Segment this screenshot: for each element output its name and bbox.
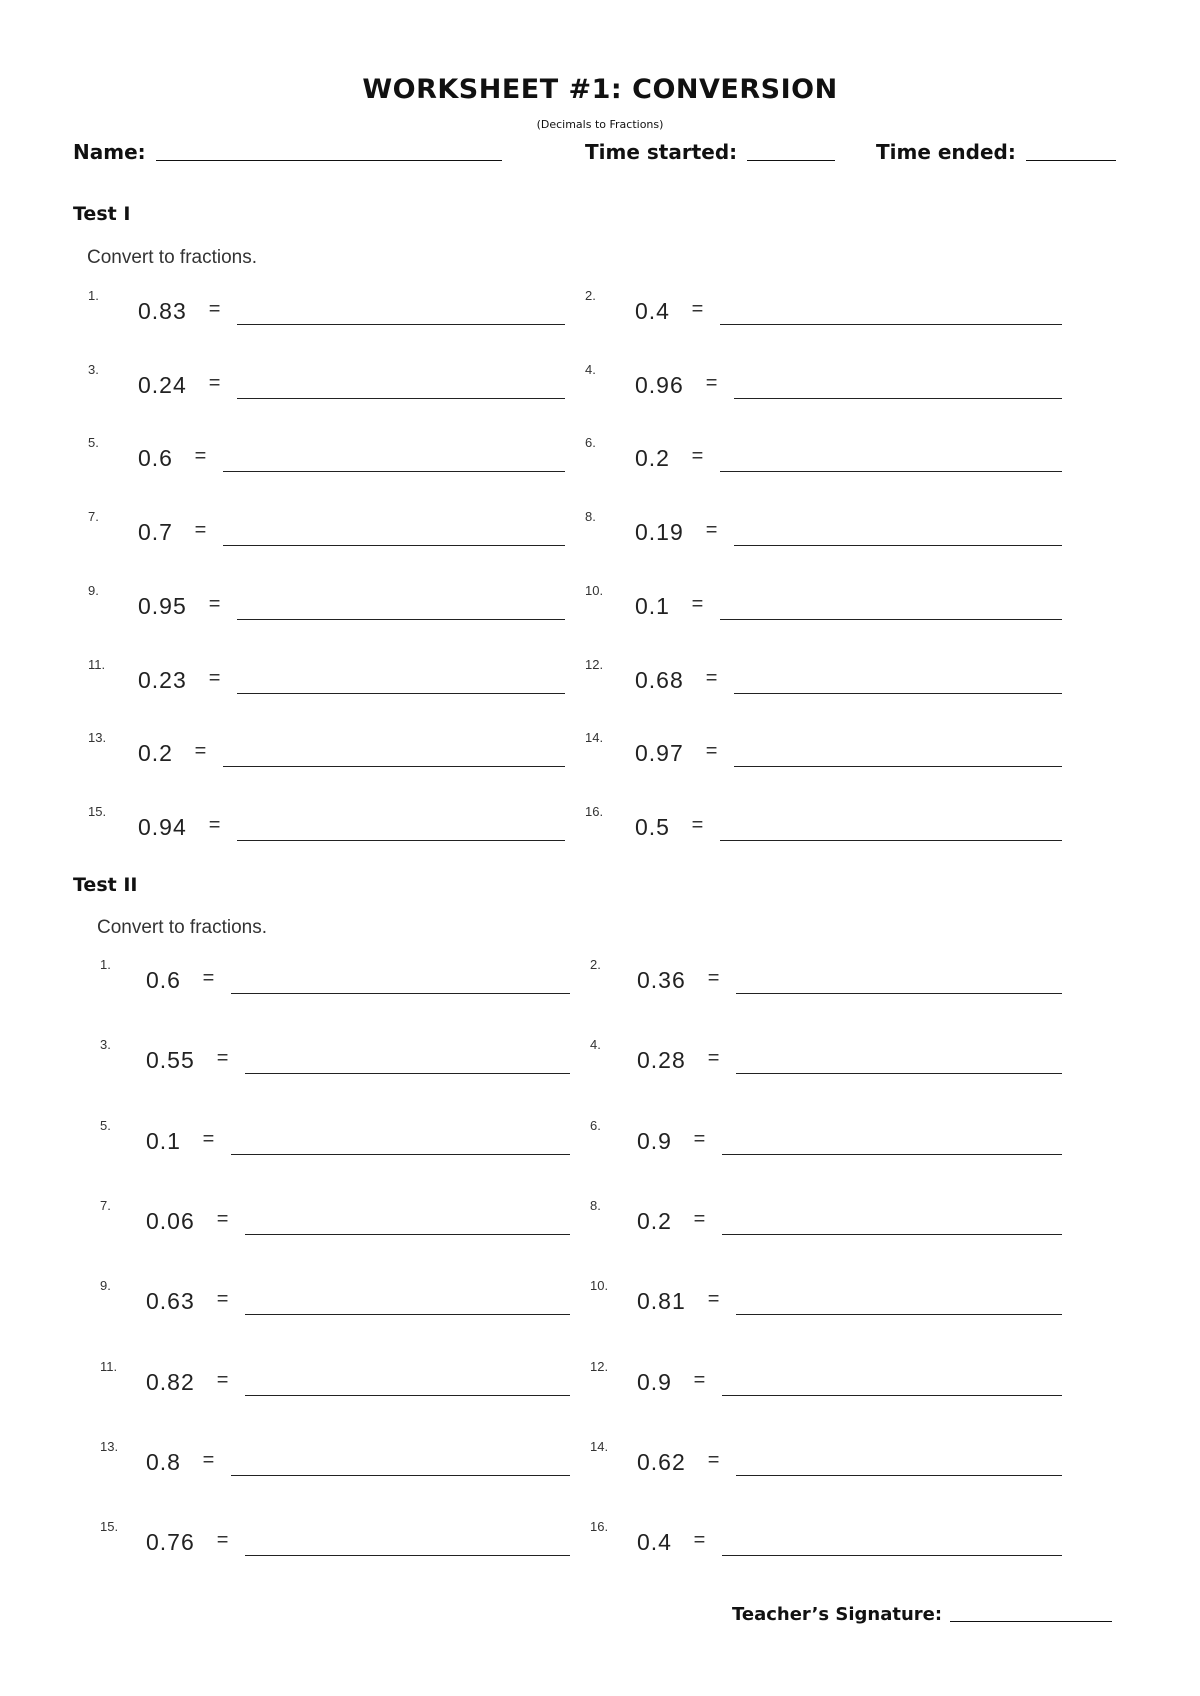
equals-sign: = [707, 1288, 720, 1311]
answer-blank[interactable] [720, 840, 1062, 841]
answer-blank[interactable] [231, 993, 570, 994]
question-number: 14. [585, 730, 604, 746]
question-item [100, 1359, 570, 1399]
question-item [585, 362, 1062, 402]
answer-blank[interactable] [223, 545, 565, 546]
equals-sign: = [216, 1288, 229, 1311]
question-number: 15. [100, 1519, 119, 1535]
question-number: 13. [100, 1438, 119, 1454]
answer-blank[interactable] [736, 993, 1062, 994]
question-item [88, 730, 565, 770]
decimal-value: 0.9 [637, 1127, 672, 1154]
answer-blank[interactable] [245, 1234, 570, 1235]
worksheet-title: WORKSHEET #1: CONVERSION [362, 74, 838, 105]
equals-sign: = [707, 1448, 720, 1471]
equals-sign: = [202, 1448, 215, 1471]
answer-blank[interactable] [237, 840, 565, 841]
equals-sign: = [693, 1368, 706, 1391]
question-item [100, 1519, 570, 1559]
decimal-value: 0.23 [138, 666, 187, 693]
question-number: 16. [590, 1519, 609, 1535]
decimal-value: 0.63 [146, 1288, 195, 1315]
question-item [590, 1118, 1062, 1158]
decimal-value: 0.24 [138, 371, 187, 398]
decimal-value: 0.94 [138, 813, 187, 840]
equals-sign: = [194, 519, 207, 542]
time-ended-blank[interactable] [1026, 159, 1116, 161]
question-number: 12. [585, 656, 604, 672]
question-item [88, 657, 565, 697]
decimal-value: 0.2 [635, 445, 670, 472]
time-ended-label: Time ended: [876, 140, 1016, 164]
question-number: 2. [590, 957, 601, 972]
question-number: 3. [100, 1037, 111, 1053]
equals-sign: = [202, 967, 215, 989]
decimal-value: 0.4 [637, 1529, 672, 1556]
decimal-value: 0.76 [146, 1529, 195, 1556]
question-item [585, 804, 1062, 844]
name-blank[interactable] [156, 159, 502, 161]
answer-blank[interactable] [231, 1475, 570, 1476]
question-number: 7. [88, 509, 99, 525]
equals-sign: = [693, 1207, 706, 1230]
test-2-title: Test II [73, 874, 138, 896]
decimal-value: 0.2 [138, 740, 173, 767]
answer-blank[interactable] [722, 1154, 1062, 1155]
equals-sign: = [707, 1047, 720, 1070]
equals-sign: = [691, 298, 704, 320]
question-number: 7. [100, 1197, 111, 1213]
decimal-value: 0.97 [635, 740, 684, 767]
time-started-field [585, 140, 835, 164]
decimal-value: 0.9 [637, 1368, 672, 1395]
teacher-signature-blank[interactable] [950, 1620, 1112, 1622]
answer-blank[interactable] [245, 1395, 570, 1396]
question-item [590, 1278, 1062, 1318]
question-number: 10. [585, 582, 604, 598]
equals-sign: = [691, 813, 704, 836]
answer-blank[interactable] [237, 693, 565, 694]
test-1-instruction: Convert to fractions. [87, 247, 258, 268]
answer-blank[interactable] [237, 619, 565, 620]
answer-blank[interactable] [223, 766, 565, 767]
question-number: 4. [590, 1037, 601, 1053]
decimal-value: 0.6 [146, 967, 181, 993]
decimal-value: 0.55 [146, 1047, 195, 1074]
answer-blank[interactable] [736, 1073, 1062, 1074]
question-number: 5. [100, 1117, 111, 1133]
decimal-value: 0.81 [637, 1288, 686, 1315]
question-item [585, 657, 1062, 697]
answer-blank[interactable] [722, 1555, 1062, 1556]
decimal-value: 0.19 [635, 519, 684, 546]
time-started-blank[interactable] [747, 159, 835, 161]
decimal-value: 0.8 [146, 1448, 181, 1475]
question-item [590, 1439, 1062, 1479]
answer-blank[interactable] [720, 471, 1062, 472]
time-ended-field [876, 140, 1116, 164]
question-number: 3. [88, 361, 99, 377]
equals-sign: = [216, 1207, 229, 1230]
equals-sign: = [707, 967, 720, 989]
question-number: 9. [88, 582, 99, 598]
equals-sign: = [208, 371, 221, 394]
question-item [590, 1359, 1062, 1399]
decimal-value: 0.28 [637, 1047, 686, 1074]
decimal-value: 0.6 [138, 445, 173, 472]
question-item [590, 957, 1062, 997]
answer-blank[interactable] [720, 324, 1062, 325]
decimal-value: 0.5 [635, 813, 670, 840]
question-number: 6. [585, 435, 596, 451]
answer-blank[interactable] [736, 1314, 1062, 1315]
answer-blank[interactable] [245, 1314, 570, 1315]
answer-blank[interactable] [734, 693, 1062, 694]
answer-blank[interactable] [734, 766, 1062, 767]
decimal-value: 0.06 [146, 1207, 195, 1234]
question-number: 8. [590, 1197, 601, 1213]
question-number: 13. [88, 730, 107, 746]
question-item [590, 1198, 1062, 1238]
decimal-value: 0.95 [138, 592, 187, 619]
equals-sign: = [691, 592, 704, 615]
equals-sign: = [208, 813, 221, 836]
test-2-instruction: Convert to fractions. [97, 917, 268, 938]
question-number: 9. [100, 1278, 111, 1294]
question-item [585, 583, 1062, 623]
equals-sign: = [705, 519, 718, 542]
question-number: 5. [88, 435, 99, 451]
answer-blank[interactable] [720, 619, 1062, 620]
question-number: 11. [88, 656, 106, 672]
equals-sign: = [194, 445, 207, 468]
teacher-signature-field [732, 1604, 1112, 1625]
equals-sign: = [216, 1047, 229, 1070]
question-item [585, 509, 1062, 549]
worksheet-subtitle: (Decimals to Fractions) [536, 118, 664, 131]
equals-sign: = [691, 445, 704, 468]
decimal-value: 0.7 [138, 519, 173, 546]
question-item [590, 1519, 1062, 1559]
question-item [100, 1278, 570, 1318]
question-number: 8. [585, 509, 596, 525]
equals-sign: = [208, 298, 221, 320]
decimal-value: 0.68 [635, 666, 684, 693]
teacher-signature-label: Teacher’s Signature: [732, 1604, 943, 1625]
question-item [585, 288, 1062, 328]
question-number: 15. [88, 803, 107, 819]
question-number: 16. [585, 803, 604, 819]
decimal-value: 0.82 [146, 1368, 195, 1395]
equals-sign: = [705, 740, 718, 763]
decimal-value: 0.1 [146, 1127, 181, 1154]
question-number: 4. [585, 361, 596, 377]
equals-sign: = [208, 592, 221, 615]
question-item [100, 1037, 570, 1077]
decimal-value: 0.4 [635, 298, 670, 324]
time-started-label: Time started: [585, 140, 738, 164]
equals-sign: = [705, 371, 718, 394]
answer-blank[interactable] [231, 1154, 570, 1155]
question-item [88, 583, 565, 623]
question-item [88, 804, 565, 844]
question-item [88, 509, 565, 549]
question-item [88, 288, 565, 328]
question-number: 12. [590, 1358, 609, 1374]
decimal-value: 0.36 [637, 967, 686, 993]
question-item [100, 1439, 570, 1479]
answer-blank[interactable] [237, 324, 565, 325]
decimal-value: 0.62 [637, 1448, 686, 1475]
answer-blank[interactable] [734, 398, 1062, 399]
decimal-value: 0.1 [635, 592, 670, 619]
question-item [590, 1037, 1062, 1077]
question-item [100, 1198, 570, 1238]
question-item [88, 362, 565, 402]
question-number: 14. [590, 1438, 609, 1454]
question-number: 1. [88, 288, 99, 303]
question-number: 1. [100, 957, 111, 972]
question-number: 10. [590, 1278, 609, 1294]
question-item [100, 957, 570, 997]
decimal-value: 0.96 [635, 371, 684, 398]
question-item [585, 730, 1062, 770]
question-number: 11. [100, 1358, 118, 1374]
equals-sign: = [693, 1127, 706, 1150]
name-label: Name: [73, 140, 146, 164]
question-number: 6. [590, 1117, 601, 1133]
decimal-value: 0.2 [637, 1207, 672, 1234]
name-field [73, 140, 502, 164]
equals-sign: = [705, 666, 718, 689]
question-item [585, 435, 1062, 475]
answer-blank[interactable] [722, 1395, 1062, 1396]
decimal-value: 0.83 [138, 298, 187, 324]
question-item [100, 1118, 570, 1158]
question-item [88, 435, 565, 475]
equals-sign: = [194, 740, 207, 763]
equals-sign: = [216, 1368, 229, 1391]
question-number: 2. [585, 288, 596, 303]
answer-blank[interactable] [223, 471, 565, 472]
test-1-title: Test I [73, 203, 131, 225]
equals-sign: = [216, 1529, 229, 1552]
answer-blank[interactable] [722, 1234, 1062, 1235]
answer-blank[interactable] [736, 1475, 1062, 1476]
answer-blank[interactable] [245, 1555, 570, 1556]
equals-sign: = [202, 1127, 215, 1150]
answer-blank[interactable] [237, 398, 565, 399]
answer-blank[interactable] [245, 1073, 570, 1074]
equals-sign: = [693, 1529, 706, 1552]
answer-blank[interactable] [734, 545, 1062, 546]
equals-sign: = [208, 666, 221, 689]
